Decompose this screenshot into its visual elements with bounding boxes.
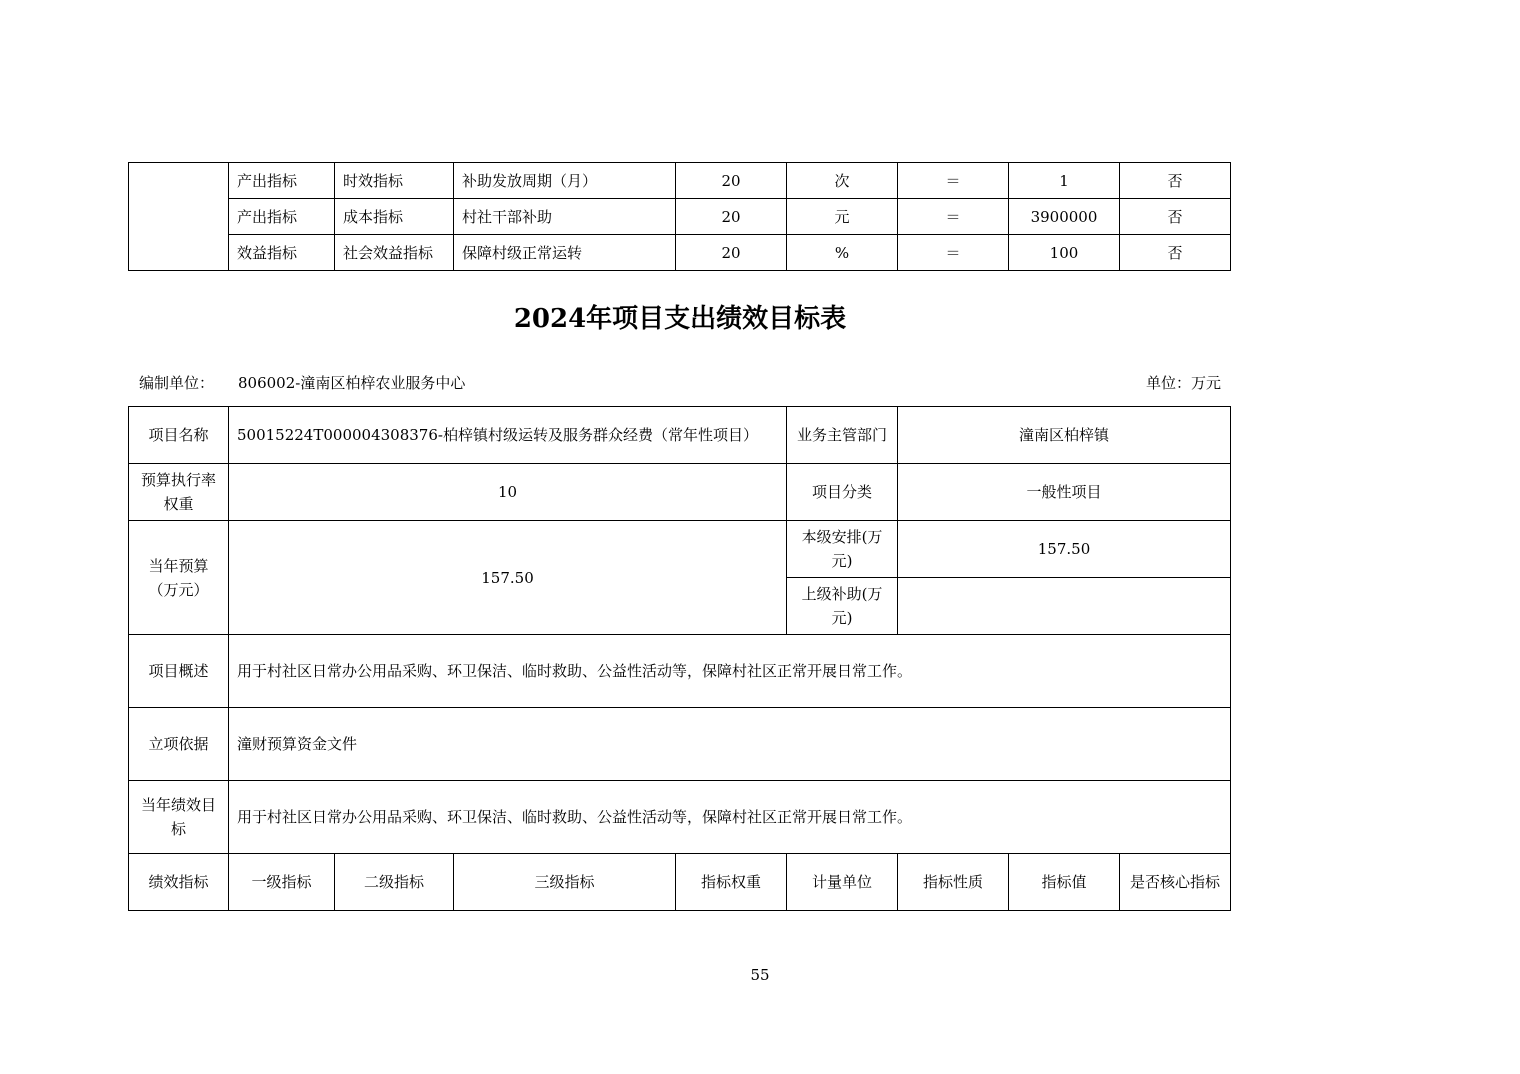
table-cell: 否 <box>1120 199 1231 235</box>
table-header-row <box>129 854 1231 911</box>
table-cell: 100 <box>1009 235 1120 271</box>
dept-label: 业务主管部门 <box>787 407 898 464</box>
table-cell: 保障村级正常运转 <box>454 235 676 271</box>
table-row <box>129 708 1231 781</box>
continuation-table <box>128 162 1231 271</box>
table-cell: 补助发放周期（月） <box>454 163 676 199</box>
column-header: 二级指标 <box>335 854 454 911</box>
column-header: 指标权重 <box>676 854 787 911</box>
table-cell: 时效指标 <box>335 163 454 199</box>
table-row <box>129 781 1231 854</box>
basis-value: 潼财预算资金文件 <box>229 708 1231 781</box>
table-cell: ＝ <box>898 163 1009 199</box>
table-cell: 3900000 <box>1009 199 1120 235</box>
table-cell: ＝ <box>898 235 1009 271</box>
table-cell: 产出指标 <box>229 163 335 199</box>
table-row <box>129 163 1231 199</box>
table-row <box>129 464 1231 521</box>
table-cell: 元 <box>787 199 898 235</box>
table-row <box>129 199 1231 235</box>
local-value: 157.50 <box>898 521 1231 578</box>
table-cell: 产出指标 <box>229 199 335 235</box>
table-cell: 20 <box>676 163 787 199</box>
page-number: 55 <box>750 966 770 984</box>
category-label: 项目分类 <box>787 464 898 521</box>
column-header: 指标值 <box>1009 854 1120 911</box>
table-cell: 社会效益指标 <box>335 235 454 271</box>
project-name-value: 50015224T000004308376-柏梓镇村级运转及服务群众经费（常年性项目） <box>229 407 787 464</box>
goal-label: 当年绩效目标 <box>129 781 229 854</box>
summary-label: 项目概述 <box>129 635 229 708</box>
table-cell: 1 <box>1009 163 1120 199</box>
table-cell: 次 <box>787 163 898 199</box>
empty-cell <box>129 163 229 271</box>
column-header: 是否核心指标 <box>1120 854 1231 911</box>
column-header: 三级指标 <box>454 854 676 911</box>
page-title: 2024年项目支出绩效目标表 <box>513 304 847 334</box>
table-cell: ＝ <box>898 199 1009 235</box>
goal-value: 用于村社区日常办公用品采购、环卫保洁、临时救助、公益性活动等，保障村社区正常开展日常工作。 <box>229 781 1231 854</box>
column-header: 计量单位 <box>787 854 898 911</box>
category-value: 一般性项目 <box>898 464 1231 521</box>
upper-value <box>898 578 1231 635</box>
column-header: 一级指标 <box>229 854 335 911</box>
table-cell: % <box>787 235 898 271</box>
upper-label: 上级补助(万元) <box>787 578 898 635</box>
dept-value: 潼南区柏梓镇 <box>898 407 1231 464</box>
table-row <box>129 235 1231 271</box>
performance-table <box>128 406 1231 911</box>
weight-value: 10 <box>229 464 787 521</box>
budget-value: 157.50 <box>229 521 787 635</box>
project-name-label: 项目名称 <box>129 407 229 464</box>
unit-label: 单位：万元 <box>1145 374 1221 392</box>
org-value: 806002-潼南区柏梓农业服务中心 <box>238 374 466 392</box>
table-cell: 否 <box>1120 235 1231 271</box>
summary-value: 用于村社区日常办公用品采购、环卫保洁、临时救助、公益性活动等，保障村社区正常开展日常工作。 <box>229 635 1231 708</box>
weight-label: 预算执行率权重 <box>129 464 229 521</box>
local-label: 本级安排(万元) <box>787 521 898 578</box>
table-row <box>129 635 1231 708</box>
table-cell: 成本指标 <box>335 199 454 235</box>
budget-label: 当年预算（万元） <box>129 521 229 635</box>
table-cell: 效益指标 <box>229 235 335 271</box>
table-cell: 20 <box>676 199 787 235</box>
table-cell: 否 <box>1120 163 1231 199</box>
table-row <box>129 521 1231 578</box>
column-header: 绩效指标 <box>129 854 229 911</box>
table-cell: 20 <box>676 235 787 271</box>
table-row <box>129 407 1231 464</box>
column-header: 指标性质 <box>898 854 1009 911</box>
basis-label: 立项依据 <box>129 708 229 781</box>
org-label: 编制单位： <box>139 374 215 392</box>
table-cell: 村社干部补助 <box>454 199 676 235</box>
